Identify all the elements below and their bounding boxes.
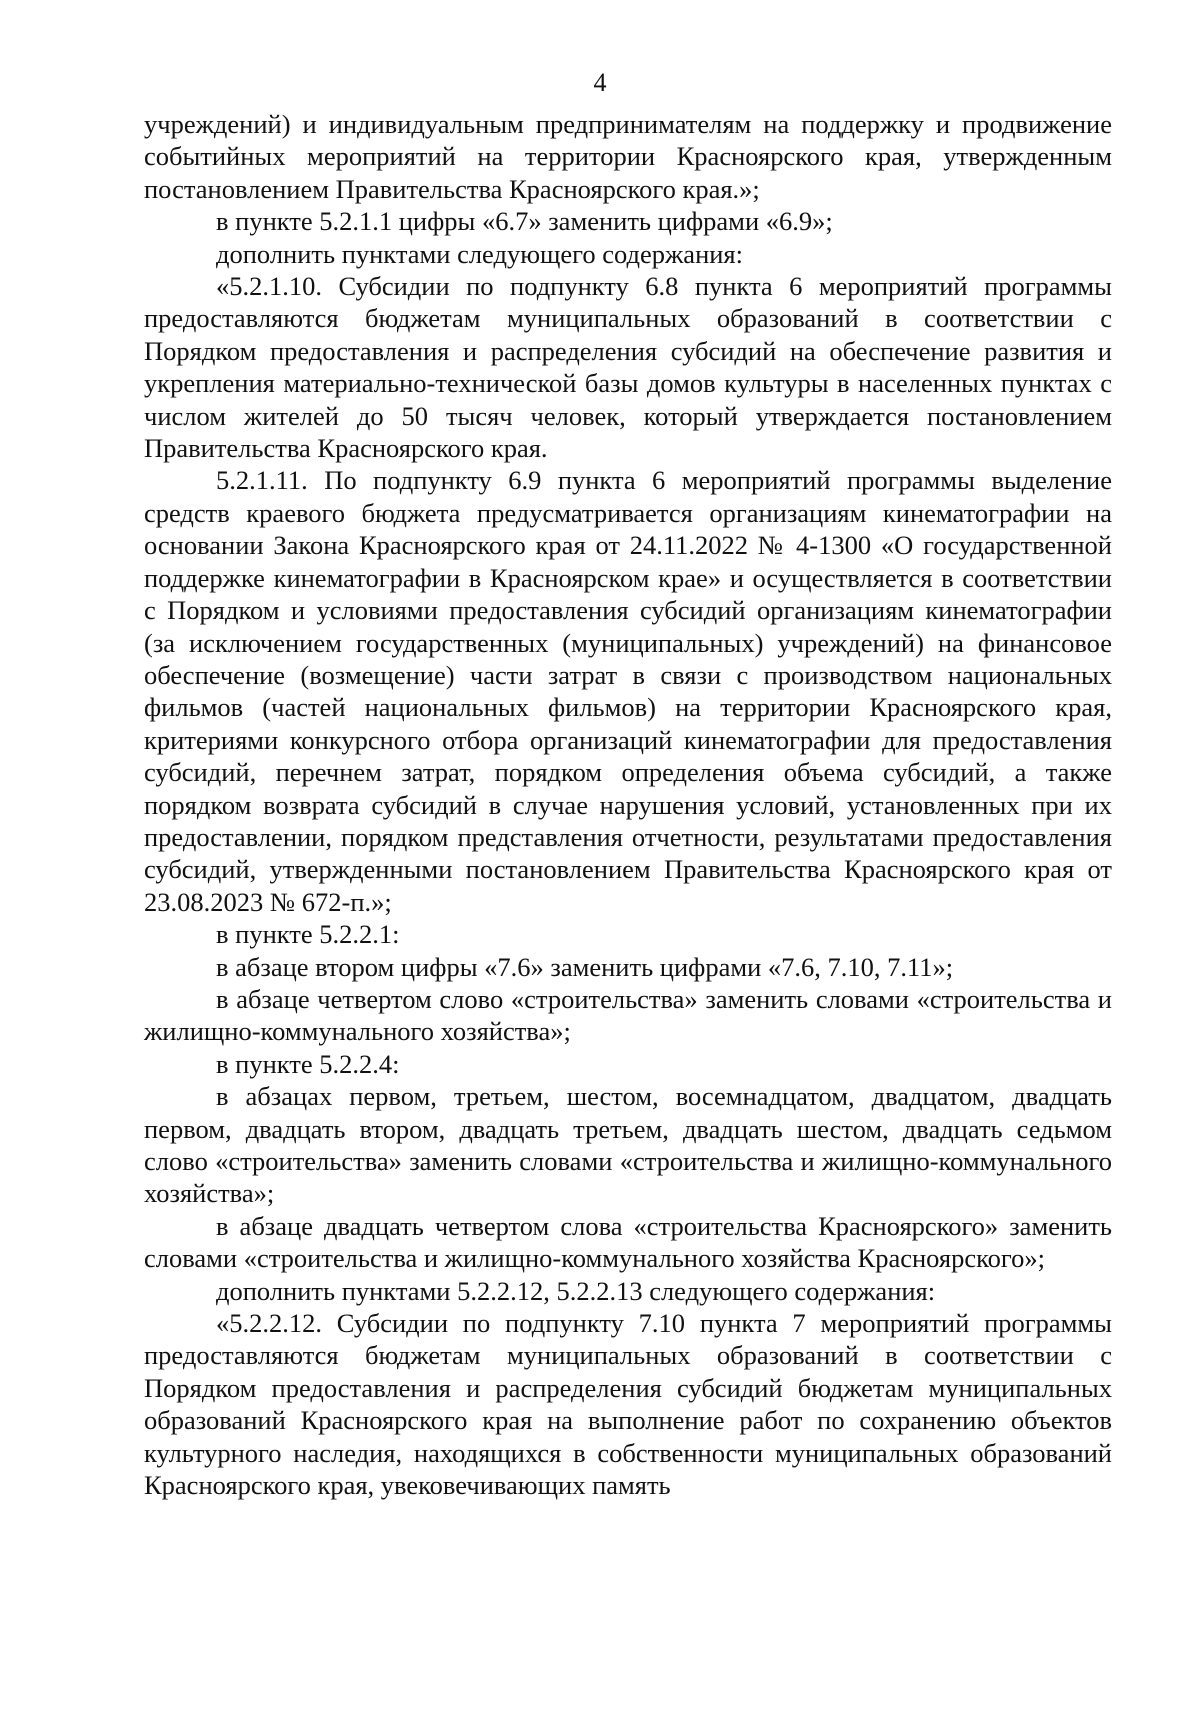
paragraph: в абзацах первом, третьем, шестом, восемнадцатом, двадцатом, двадцать первом, двадцать втором, двадцать третьем, двадцать шестом, двадцать седьмом слово «строительства» заменить словами «строительства и жилищно-коммунального хозяйства»; xyxy=(144,1081,1112,1209)
paragraph: «5.2.1.10. Субсидии по подпункту 6.8 пункта 6 мероприятий программы предоставляются бюджетам муниципальных образований в соответствии с Порядком предоставления и распределения субсидий на обеспечение развития и укрепления материально-технической базы домов культуры в населенных пунктах с числом жителей до 50 тысяч человек, который утверждается постановлением Правительства Красноярского края. xyxy=(144,271,1112,464)
paragraph: в пункте 5.2.2.4: xyxy=(216,1048,400,1079)
paragraph: дополнить пунктами следующего содержания: xyxy=(216,238,743,269)
paragraph: в абзаце четвертом слово «строительства» заменить словами «строительства и жилищно-коммунального хозяйства»; xyxy=(144,983,1112,1047)
paragraph: 5.2.1.11. По подпункту 6.9 пункта 6 мероприятий программы выделение средств краевого бюджета предусматривается организациям кинематографии на основании Закона Красноярского края от 24.11.2022 № 4-1300 «О государственной поддержке кинематографии в Красноярском крае» и осуществляется в соответствии с Порядком и условиями предоставления субсидий организациям кинематографии (за исключением государственных (муниципальных) учреждений) на финансовое обеспечение (возмещение) части затрат в связи с производством национальных фильмов (частей национальных фильмов) на территории Красноярского края, критериями конкурсного отбора организаций кинематографии для предоставления субсидий, перечнем затрат, порядком определения объема субсидий, а также порядком возврата субсидий в случае нарушения условий, установленных при их предоставлении, порядком представления отчетности, результатами предоставления субсидий, утвержденными постановлением Правительства Красноярского края от 23.08.2023 № 672-п.»; xyxy=(144,465,1112,917)
paragraph: «5.2.2.12. Субсидии по подпункту 7.10 пункта 7 мероприятий программы предоставляются бюджетам муниципальных образований в соответствии с Порядком предоставления и распределения субсидий бюджетам муниципальных образований Красноярского края на выполнение работ по сохранению объектов культурного наследия, находящихся в собственности муниципальных образований Красноярского края, увековечивающих память xyxy=(144,1308,1112,1501)
paragraph: в пункте 5.2.1.1 цифры «6.7» заменить цифрами «6.9»; xyxy=(216,206,833,237)
paragraph: в абзаце втором цифры «7.6» заменить цифрами «7.6, 7.10, 7.11»; xyxy=(216,951,954,982)
document-body xyxy=(144,108,1112,1501)
paragraph: в абзаце двадцать четвертом слова «строительства Красноярского» заменить словами «строительства и жилищно-коммунального хозяйства Красноярского»; xyxy=(144,1210,1112,1274)
paragraph: в пункте 5.2.2.1: xyxy=(216,919,400,950)
page-number: 4 xyxy=(593,68,607,97)
paragraph: учреждений) и индивидуальным предпринимателям на поддержку и продвижение событийных мероприятий на территории Красноярского края, утвержденным постановлением Правительства Красноярского края.»; xyxy=(144,109,1112,204)
paragraph: дополнить пунктами 5.2.2.12, 5.2.2.13 следующего содержания: xyxy=(216,1275,936,1306)
